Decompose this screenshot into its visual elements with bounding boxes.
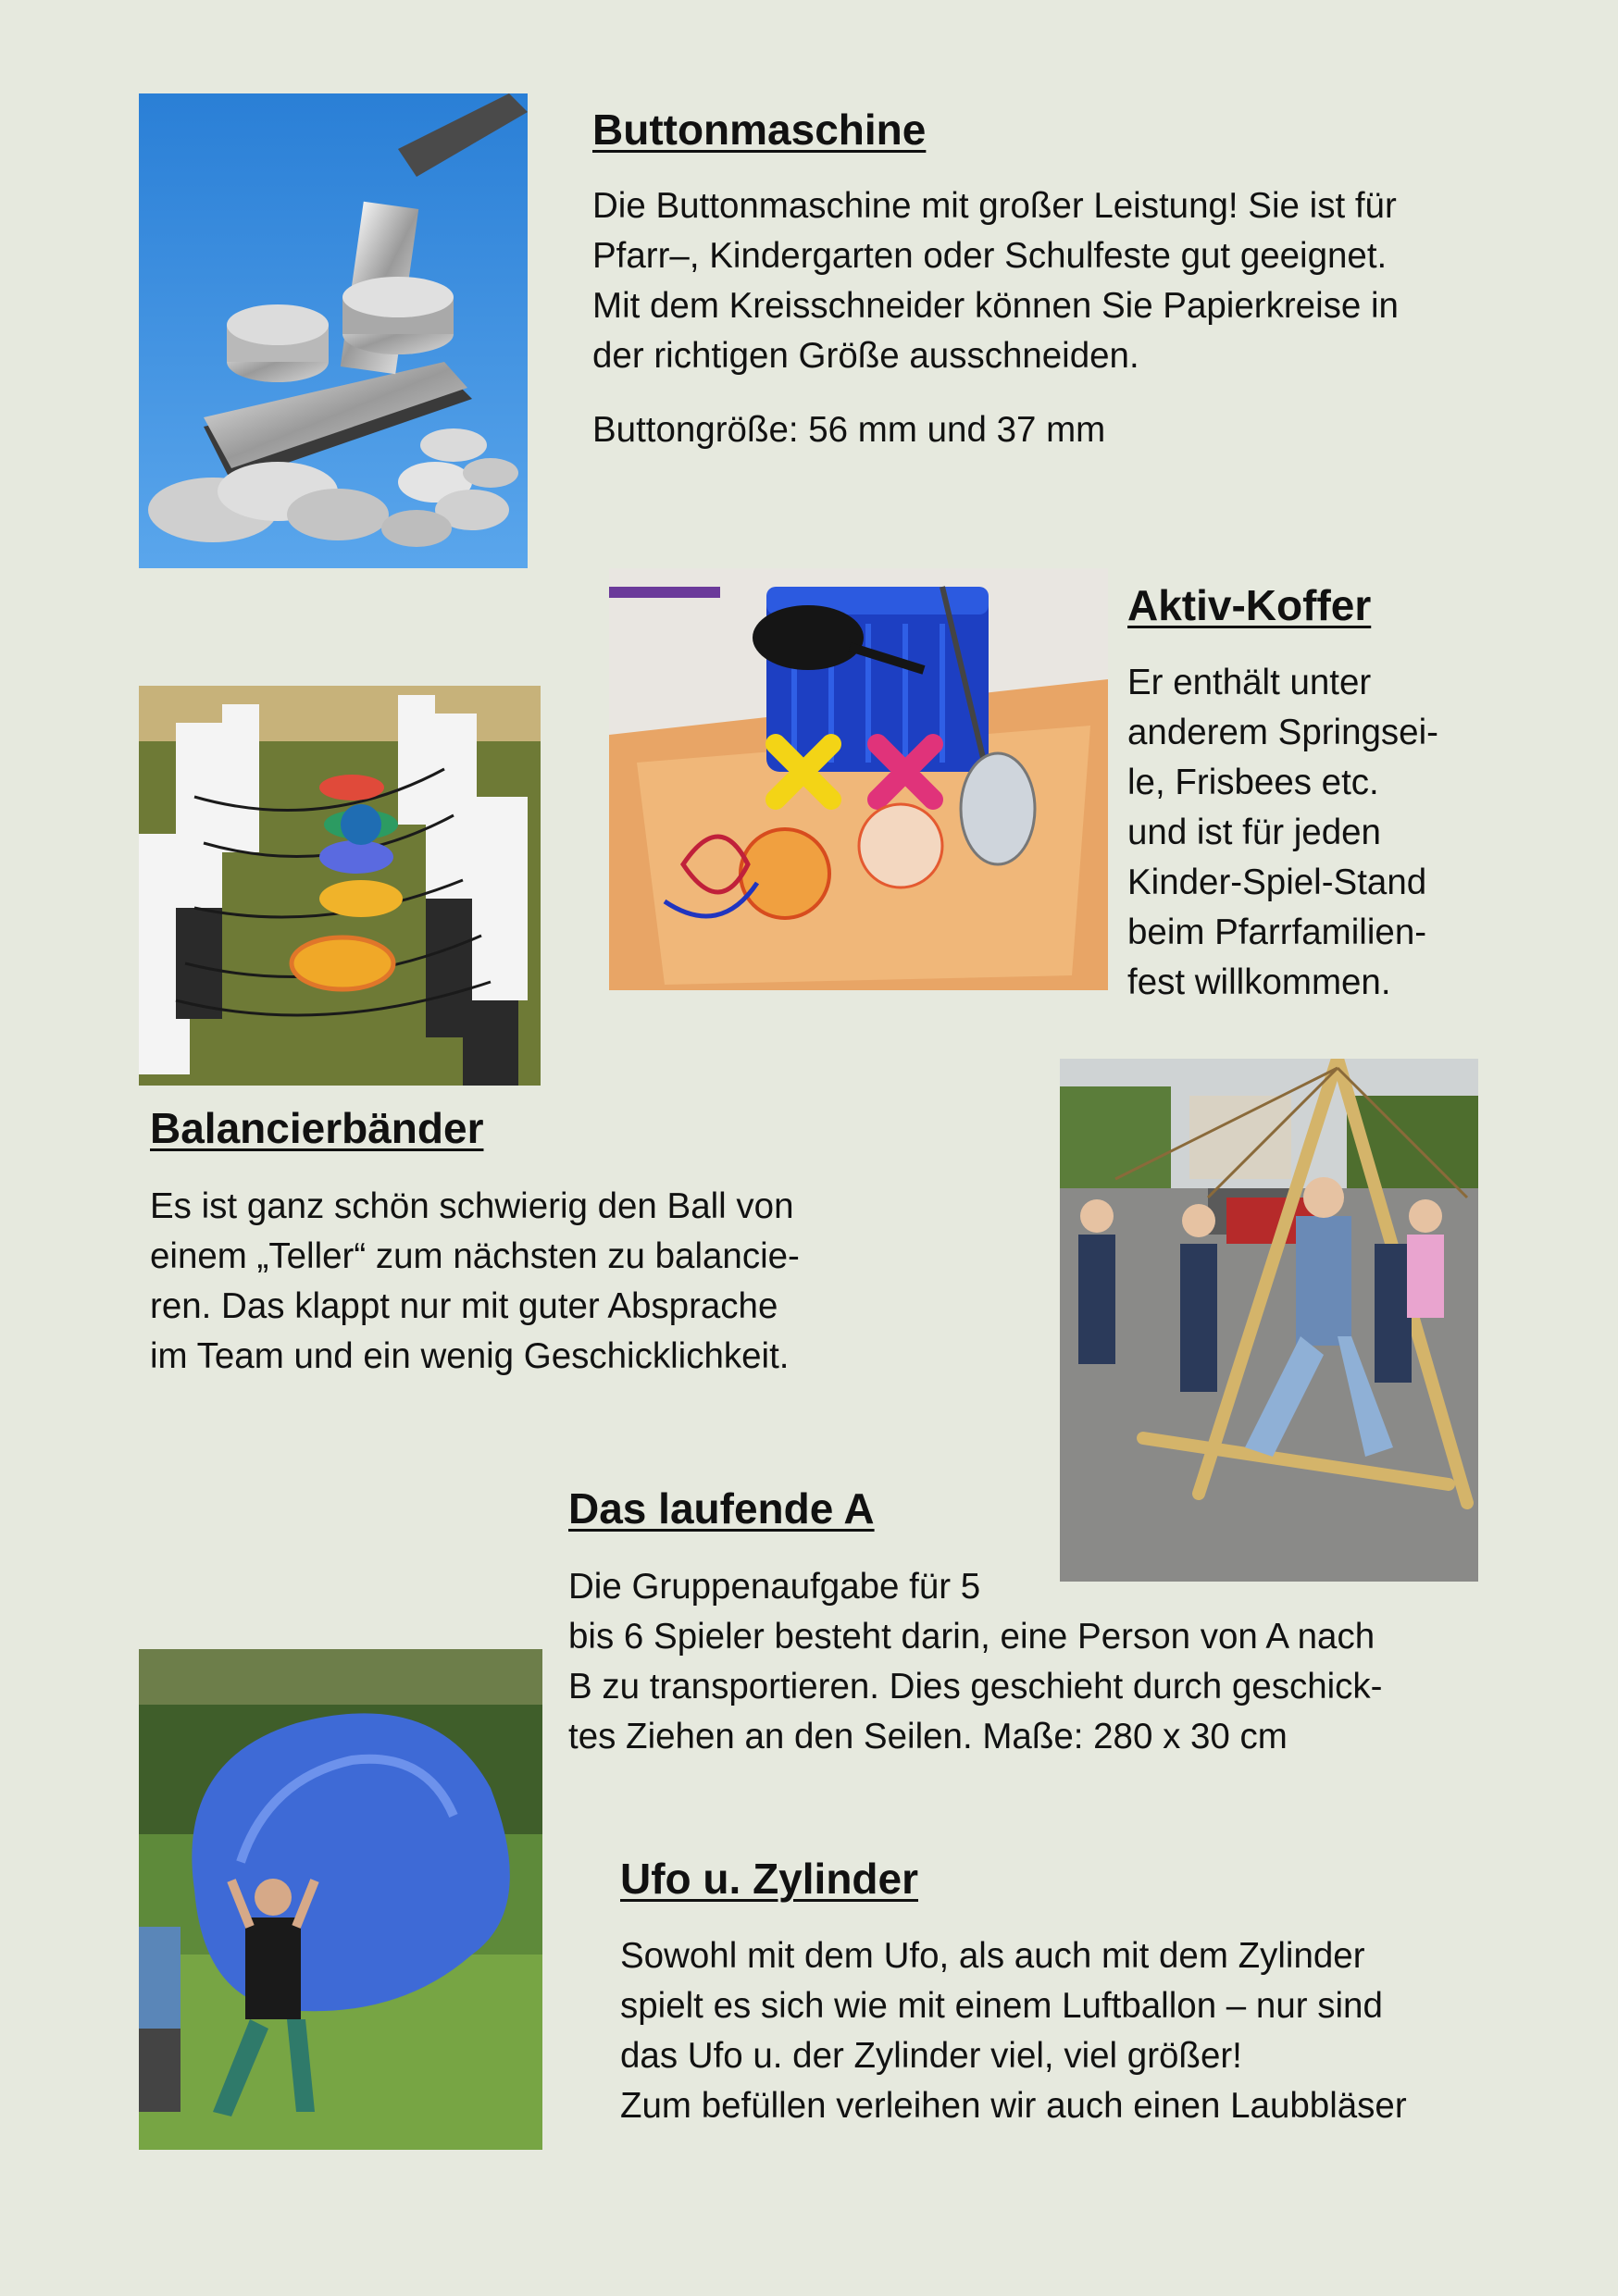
aktiv-koffer-photo (609, 568, 1108, 990)
text-line: Sowohl mit dem Ufo, als auch mit dem Zylinder (620, 1936, 1365, 1976)
aktiv-koffer-heading: Aktiv-Koffer (1127, 581, 1372, 629)
text-line: B zu transportieren. Dies geschieht durch geschick- (568, 1667, 1383, 1706)
text-line: im Team und ein wenig Geschicklichkeit. (150, 1336, 790, 1376)
ufo-zylinder-heading: Ufo u. Zylinder (620, 1855, 918, 1903)
aktiv-koffer-text (1127, 658, 1438, 1008)
text-line: Es ist ganz schön schwierig den Ball von (150, 1186, 794, 1226)
text-line: und ist für jeden (1127, 813, 1381, 852)
text-line: der richtigen Größe ausschneiden. (592, 336, 1139, 376)
text-line: anderem Springsei- (1127, 713, 1438, 752)
laufende-a-photo (1060, 1059, 1478, 1582)
buttonmaschine-heading: Buttonmaschine (592, 105, 927, 154)
text-line: das Ufo u. der Zylinder viel, viel größer! (620, 2036, 1242, 2076)
text-line: Kinder-Spiel-Stand (1127, 863, 1427, 902)
text-line: Zum befüllen verleihen wir auch einen Laubbläser (620, 2086, 1407, 2126)
text-line: Pfarr–, Kindergarten oder Schulfeste gut geeignet. (592, 236, 1388, 276)
text-line: Mit dem Kreisschneider können Sie Papierkreise in (592, 286, 1399, 326)
text-line: Er enthält unter (1127, 663, 1372, 702)
text-line: tes Ziehen an den Seilen. Maße: 280 x 30 cm (568, 1717, 1288, 1756)
text-line: bis 6 Spieler besteht darin, eine Person von A nach (568, 1617, 1375, 1657)
ufo-zylinder-photo (139, 1649, 542, 2150)
buttonmaschine-text (592, 181, 1399, 381)
text-line: beim Pfarrfamilien- (1127, 912, 1427, 952)
balancierbaender-heading: Balancierbänder (150, 1104, 484, 1152)
ufo-zylinder-text (620, 1931, 1407, 2131)
text-line: ren. Das klappt nur mit guter Absprache (150, 1286, 778, 1326)
text-line: spielt es sich wie mit einem Luftballon – nur sind (620, 1986, 1383, 2026)
laufende-a-text (568, 1562, 1383, 1762)
laufende-a-heading: Das laufende A (568, 1484, 875, 1533)
button-size-line: Buttongröße: 56 mm und 37 mm (592, 410, 1106, 450)
buttonmaschine-photo (139, 93, 528, 568)
balancierbaender-text (150, 1182, 800, 1382)
text-line: einem „Teller“ zum nächsten zu balancie- (150, 1236, 800, 1276)
balancierbaender-photo (139, 686, 541, 1086)
text-line: le, Frisbees etc. (1127, 763, 1379, 802)
text-line: fest willkommen. (1127, 962, 1391, 1002)
text-line: Die Buttonmaschine mit großer Leistung! Sie ist für (592, 186, 1397, 226)
text-line: Die Gruppenaufgabe für 5 (568, 1567, 981, 1607)
